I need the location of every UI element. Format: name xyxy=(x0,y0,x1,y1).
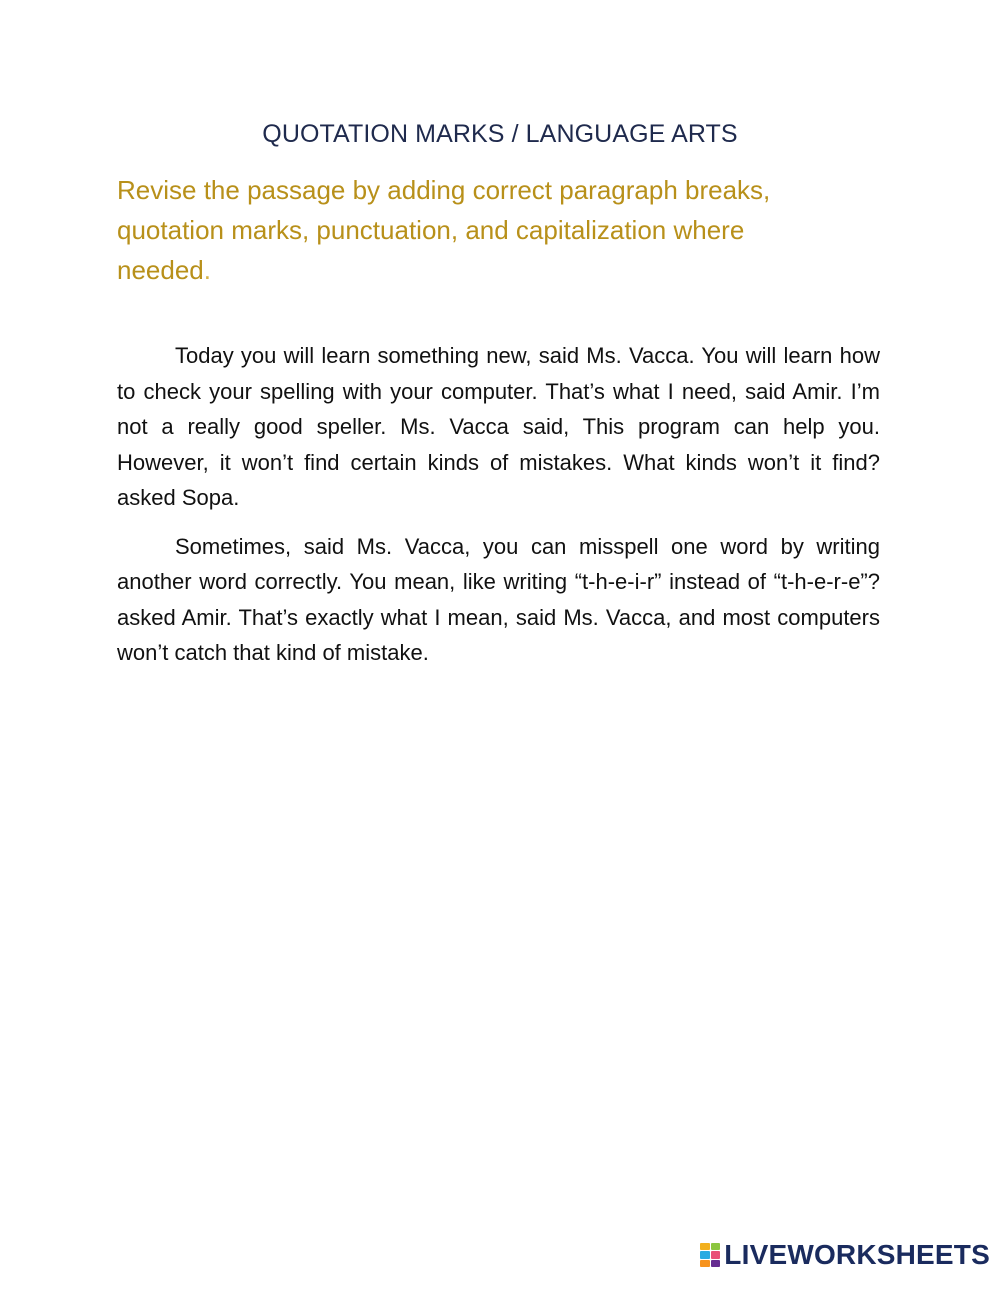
brand-footer xyxy=(700,1239,990,1271)
instructions-text: Revise the passage by adding correct paragraph breaks, quotation marks, punctuation, and capitalization where needed xyxy=(117,175,771,285)
instructions xyxy=(117,170,837,290)
page-title: QUOTATION MARKS / LANGUAGE ARTS xyxy=(262,120,738,148)
brand-name: LIVEWORKSHEETS xyxy=(724,1239,990,1270)
liveworksheets-logo-icon xyxy=(700,1243,720,1267)
passage-paragraph-2: Sometimes, said Ms. Vacca, you can misspell one word by writing another word correctly. You mean, like writing “t-h-e-i-r” instead of “t-h-e-r-e”? asked Amir. That’s exactly what I mean, said Ms. Vacca, and most computers won’t catch that kind of mistake. xyxy=(117,533,880,665)
instructions-period: . xyxy=(203,255,211,285)
passage-paragraph-1: Today you will learn something new, said Ms. Vacca. You will learn how to check your spelling with your computer. That’s what I need, said Amir. I’m not a really good speller. Ms. Vacca said, This program can help you. However, it won’t find certain kinds of mistakes. What kinds won’t it find? asked Sopa. xyxy=(117,343,880,510)
passage xyxy=(117,338,880,684)
